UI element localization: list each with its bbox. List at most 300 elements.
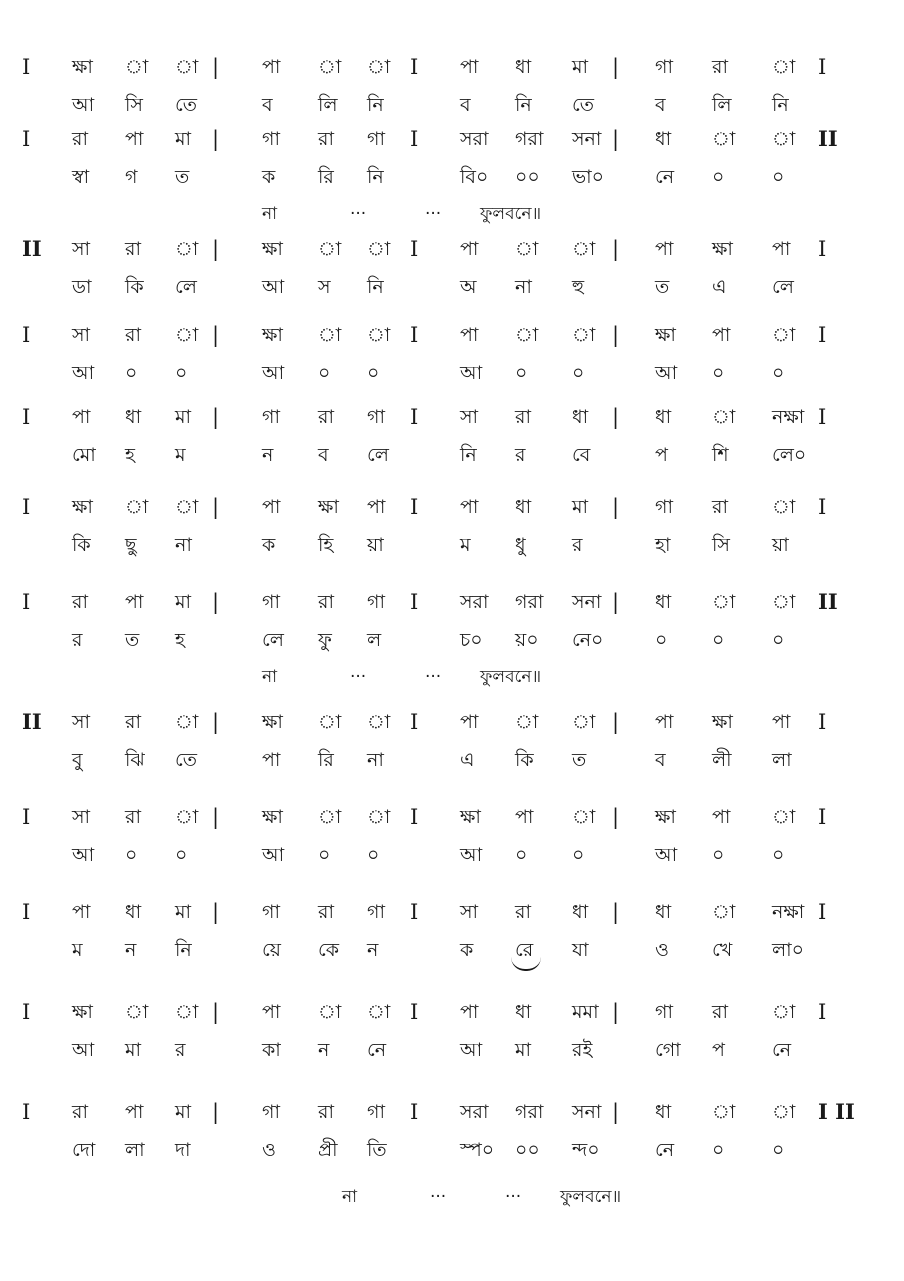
lyric-syllable: নে bbox=[655, 1139, 675, 1161]
note-symbol: া bbox=[367, 56, 391, 78]
bar-line: | bbox=[212, 900, 220, 924]
bar-line: II bbox=[22, 709, 42, 734]
notation-line bbox=[0, 318, 904, 352]
bar-line: I bbox=[410, 237, 419, 261]
lyric-syllable: স্প০ bbox=[460, 1139, 495, 1161]
refrain-word: ··· bbox=[425, 204, 442, 224]
lyric-syllable: ন bbox=[262, 444, 274, 466]
note-symbol: ক্ষা bbox=[72, 56, 93, 78]
note-symbol: গা bbox=[655, 56, 673, 78]
notation-line bbox=[0, 1095, 904, 1129]
lyric-syllable: ম bbox=[72, 939, 83, 961]
lyric-syllable: হি bbox=[318, 534, 334, 556]
note-symbol: রা bbox=[712, 1001, 728, 1023]
lyric-syllable: আ bbox=[460, 1039, 483, 1061]
note-symbol: পা bbox=[655, 711, 674, 733]
note-symbol: রা bbox=[318, 128, 334, 150]
lyric-syllable: ০ bbox=[515, 844, 528, 866]
refrain-word: ফুলবনে॥ bbox=[560, 1187, 622, 1207]
lyric-syllable: ০ bbox=[712, 362, 725, 384]
bar-line: I bbox=[818, 495, 827, 519]
lyric-syllable: আ bbox=[460, 844, 483, 866]
note-symbol: নক্ষা bbox=[772, 901, 805, 923]
lyric-syllable: রি bbox=[318, 749, 334, 771]
lyric-syllable: তে bbox=[175, 749, 197, 771]
note-symbol: গা bbox=[262, 901, 280, 923]
bar-line: | bbox=[212, 495, 220, 519]
lyric-syllable: প্রী bbox=[318, 1139, 338, 1161]
lyric-syllable: নে bbox=[655, 166, 675, 188]
lyric-syllable: বু bbox=[72, 749, 83, 771]
note-symbol: গা bbox=[262, 128, 280, 150]
lyric-syllable: ০ bbox=[572, 362, 585, 384]
note-symbol: সা bbox=[72, 324, 91, 346]
lyric-syllable: ০ bbox=[772, 844, 785, 866]
note-symbol: া bbox=[772, 806, 796, 828]
lyric-syllable: কি bbox=[125, 276, 144, 298]
notation-line bbox=[0, 585, 904, 619]
lyric-syllable: ০ bbox=[367, 362, 380, 384]
lyric-syllable: মো bbox=[72, 444, 96, 466]
lyric-syllable: ০ bbox=[367, 844, 380, 866]
note-symbol: া bbox=[772, 128, 796, 150]
lyric-syllable: যা bbox=[572, 939, 589, 961]
note-symbol: া bbox=[367, 324, 391, 346]
bar-line: | bbox=[612, 323, 620, 347]
note-symbol: পা bbox=[655, 238, 674, 260]
lyric-syllable: রে bbox=[515, 939, 534, 961]
note-symbol: রা bbox=[318, 406, 334, 428]
lyric-syllable: রই bbox=[572, 1039, 593, 1061]
refrain-line bbox=[0, 1180, 904, 1214]
lyric-syllable: য়০ bbox=[515, 629, 539, 651]
lyric-syllable: নি bbox=[367, 166, 384, 188]
note-symbol: ক্ষা bbox=[712, 238, 733, 260]
bar-line: I bbox=[22, 1100, 31, 1124]
note-symbol: মা bbox=[175, 406, 192, 428]
note-symbol: ধা bbox=[515, 496, 532, 518]
lyric-syllable: লী bbox=[712, 749, 732, 771]
lyric-syllable: হ bbox=[125, 444, 135, 466]
lyric-syllable: ম bbox=[460, 534, 471, 556]
lyric-syllable: ত bbox=[125, 629, 140, 651]
note-symbol: া bbox=[175, 496, 199, 518]
note-symbol: ধা bbox=[655, 901, 672, 923]
notation-line bbox=[0, 490, 904, 524]
note-symbol: পা bbox=[125, 591, 144, 613]
bar-line: I bbox=[410, 1000, 419, 1024]
bar-line: I bbox=[410, 323, 419, 347]
bar-line: I bbox=[22, 127, 31, 151]
lyric-syllable: ব bbox=[318, 444, 329, 466]
bar-line: | bbox=[612, 55, 620, 79]
bar-line: | bbox=[612, 405, 620, 429]
lyric-syllable: লে bbox=[367, 444, 389, 466]
note-symbol: রা bbox=[515, 901, 531, 923]
note-symbol: গরা bbox=[515, 128, 544, 150]
refrain-word: ফুলবনে॥ bbox=[480, 204, 542, 224]
lyric-syllable: ০ bbox=[712, 1139, 725, 1161]
note-symbol: া bbox=[367, 1001, 391, 1023]
lyric-syllable: ফু bbox=[318, 629, 332, 651]
bar-line: | bbox=[212, 405, 220, 429]
lyric-syllable: শি bbox=[712, 444, 729, 466]
lyric-syllable: আ bbox=[655, 844, 678, 866]
bar-line: I bbox=[22, 323, 31, 347]
lyric-syllable: নে bbox=[367, 1039, 387, 1061]
note-symbol: পা bbox=[772, 711, 791, 733]
lyric-syllable: ত bbox=[175, 166, 190, 188]
lyric-syllable: কে bbox=[318, 939, 340, 961]
bar-line: I bbox=[818, 55, 827, 79]
bar-line: I bbox=[22, 55, 31, 79]
refrain-word: ফুলবনে॥ bbox=[480, 667, 542, 687]
note-symbol: গা bbox=[367, 901, 385, 923]
note-symbol: ধা bbox=[655, 1101, 672, 1123]
lyric-syllable: বি০ bbox=[460, 166, 489, 188]
lyric-syllable: ন bbox=[125, 939, 137, 961]
lyric-syllable: আ bbox=[72, 362, 95, 384]
note-symbol: া bbox=[712, 901, 736, 923]
note-symbol: পা bbox=[460, 496, 479, 518]
note-symbol: গা bbox=[367, 591, 385, 613]
notation-line bbox=[0, 705, 904, 739]
bar-line: | bbox=[612, 590, 620, 614]
lyric-syllable: ০ bbox=[318, 362, 331, 384]
note-symbol: ক্ষা bbox=[262, 806, 283, 828]
refrain-word: ··· bbox=[425, 667, 442, 687]
note-symbol: সরা bbox=[460, 1101, 489, 1123]
lyric-syllable: আ bbox=[72, 94, 95, 116]
lyric-syllable: চ০ bbox=[460, 629, 483, 651]
note-symbol: পা bbox=[460, 56, 479, 78]
note-symbol: া bbox=[772, 1101, 796, 1123]
lyric-syllable: ক bbox=[262, 534, 276, 556]
note-symbol: ক্ষা bbox=[262, 324, 283, 346]
lyric-syllable: ত bbox=[655, 276, 670, 298]
lyric-syllable: ক bbox=[262, 166, 276, 188]
lyric-syllable: খে bbox=[712, 939, 733, 961]
lyric-syllable: ম bbox=[175, 444, 186, 466]
bar-line: I bbox=[818, 323, 827, 347]
lyric-syllable: ক bbox=[460, 939, 474, 961]
lyric-syllable: এ bbox=[712, 276, 727, 298]
refrain-word: না bbox=[262, 204, 278, 224]
lyric-syllable: প bbox=[655, 444, 668, 466]
note-symbol: া bbox=[712, 128, 736, 150]
lyric-syllable: ০ bbox=[772, 1139, 785, 1161]
note-symbol: গরা bbox=[515, 1101, 544, 1123]
lyric-syllable: ব bbox=[262, 94, 273, 116]
note-symbol: া bbox=[515, 238, 539, 260]
lyric-syllable: ০ bbox=[712, 844, 725, 866]
lyric-syllable: আ bbox=[655, 362, 678, 384]
lyric-syllable: র bbox=[72, 629, 83, 651]
note-symbol: া bbox=[772, 591, 796, 613]
lyric-syllable: না bbox=[175, 534, 192, 556]
lyric-syllable: য়া bbox=[367, 534, 384, 556]
bar-line: I bbox=[410, 710, 419, 734]
note-symbol: সা bbox=[72, 238, 91, 260]
note-symbol: পা bbox=[72, 406, 91, 428]
bar-line: II bbox=[818, 126, 838, 151]
bar-line: II bbox=[818, 589, 838, 614]
lyric-syllable: র bbox=[515, 444, 526, 466]
lyric-line bbox=[0, 838, 904, 872]
note-symbol: গা bbox=[367, 406, 385, 428]
note-symbol: নক্ষা bbox=[772, 406, 805, 428]
note-symbol: রা bbox=[125, 711, 141, 733]
bar-line: I bbox=[22, 405, 31, 429]
note-symbol: সনা bbox=[572, 1101, 602, 1123]
lyric-syllable: সি bbox=[712, 534, 730, 556]
lyric-syllable: র bbox=[572, 534, 583, 556]
note-symbol: া bbox=[175, 711, 199, 733]
lyric-syllable: ন bbox=[367, 939, 379, 961]
lyric-syllable: ঝি bbox=[125, 749, 145, 771]
note-symbol: পা bbox=[460, 711, 479, 733]
notation-line bbox=[0, 400, 904, 434]
note-symbol: মা bbox=[175, 128, 192, 150]
lyric-syllable: ব bbox=[655, 94, 666, 116]
note-symbol: সরা bbox=[460, 128, 489, 150]
bar-line: I bbox=[410, 495, 419, 519]
lyric-syllable: গ bbox=[125, 166, 138, 188]
lyric-syllable: দো bbox=[72, 1139, 96, 1161]
note-symbol: া bbox=[712, 591, 736, 613]
lyric-syllable: নি bbox=[772, 94, 789, 116]
note-symbol: ধা bbox=[515, 1001, 532, 1023]
lyric-syllable: লি bbox=[318, 94, 338, 116]
lyric-syllable: ন bbox=[318, 1039, 330, 1061]
note-symbol: ক্ষা bbox=[655, 806, 676, 828]
lyric-line bbox=[0, 88, 904, 122]
lyric-syllable: নি bbox=[460, 444, 477, 466]
note-symbol: ধা bbox=[572, 901, 589, 923]
lyric-syllable: ডা bbox=[72, 276, 92, 298]
bar-line: I bbox=[410, 1100, 419, 1124]
lyric-syllable: ০ bbox=[772, 629, 785, 651]
lyric-line bbox=[0, 623, 904, 657]
lyric-syllable: নি bbox=[175, 939, 192, 961]
bar-line: | bbox=[612, 805, 620, 829]
lyric-line bbox=[0, 438, 904, 472]
lyric-syllable: কি bbox=[515, 749, 534, 771]
note-symbol: গা bbox=[367, 128, 385, 150]
bar-line: I II bbox=[818, 1099, 855, 1124]
lyric-syllable: আ bbox=[460, 362, 483, 384]
lyric-syllable: লা০ bbox=[772, 939, 805, 961]
note-symbol: পা bbox=[125, 1101, 144, 1123]
lyric-syllable: ০ bbox=[712, 166, 725, 188]
note-symbol: া bbox=[772, 56, 796, 78]
note-symbol: া bbox=[175, 806, 199, 828]
note-symbol: ক্ষা bbox=[72, 1001, 93, 1023]
note-symbol: ক্ষা bbox=[712, 711, 733, 733]
lyric-syllable: মা bbox=[515, 1039, 532, 1061]
bar-line: I bbox=[818, 405, 827, 429]
note-symbol: গা bbox=[655, 496, 673, 518]
lyric-syllable: বে bbox=[572, 444, 591, 466]
notation-line bbox=[0, 800, 904, 834]
note-symbol: রা bbox=[318, 901, 334, 923]
bar-line: | bbox=[612, 900, 620, 924]
bar-line: | bbox=[212, 237, 220, 261]
notation-line bbox=[0, 50, 904, 84]
note-symbol: পা bbox=[125, 128, 144, 150]
lyric-line bbox=[0, 1133, 904, 1167]
bar-line: I bbox=[410, 590, 419, 614]
bar-line: I bbox=[22, 805, 31, 829]
note-symbol: ক্ষা bbox=[318, 496, 339, 518]
bar-line: II bbox=[22, 236, 42, 261]
lyric-syllable: ০০ bbox=[515, 166, 540, 188]
refrain-word: ··· bbox=[350, 667, 367, 687]
note-symbol: পা bbox=[772, 238, 791, 260]
lyric-syllable: ০ bbox=[772, 166, 785, 188]
notation-line bbox=[0, 995, 904, 1029]
lyric-syllable: স্বা bbox=[72, 166, 90, 188]
slur-mark bbox=[511, 957, 541, 971]
note-symbol: া bbox=[367, 711, 391, 733]
note-symbol: া bbox=[125, 56, 149, 78]
lyric-syllable: লা bbox=[772, 749, 792, 771]
lyric-syllable: নি bbox=[367, 94, 384, 116]
lyric-line bbox=[0, 356, 904, 390]
lyric-line bbox=[0, 160, 904, 194]
note-symbol: সনা bbox=[572, 128, 602, 150]
lyric-syllable: নে bbox=[772, 1039, 792, 1061]
lyric-syllable: য়া bbox=[772, 534, 789, 556]
lyric-syllable: ছু bbox=[125, 534, 137, 556]
lyric-syllable: ০ bbox=[772, 362, 785, 384]
note-symbol: সা bbox=[72, 711, 91, 733]
note-symbol: পা bbox=[262, 1001, 281, 1023]
note-symbol: ধা bbox=[125, 406, 142, 428]
bar-line: | bbox=[612, 127, 620, 151]
note-symbol: ক্ষা bbox=[655, 324, 676, 346]
note-symbol: া bbox=[572, 238, 596, 260]
bar-line: | bbox=[212, 590, 220, 614]
note-symbol: রা bbox=[318, 591, 334, 613]
note-symbol: া bbox=[712, 406, 736, 428]
note-symbol: মা bbox=[175, 591, 192, 613]
lyric-syllable: রি bbox=[318, 166, 334, 188]
note-symbol: া bbox=[772, 1001, 796, 1023]
lyric-syllable: আ bbox=[72, 844, 95, 866]
bar-line: I bbox=[22, 1000, 31, 1024]
bar-line: I bbox=[410, 127, 419, 151]
notation-line bbox=[0, 895, 904, 929]
lyric-syllable: ০ bbox=[125, 362, 138, 384]
bar-line: I bbox=[22, 590, 31, 614]
note-symbol: া bbox=[572, 324, 596, 346]
lyric-syllable: গো bbox=[655, 1039, 681, 1061]
lyric-syllable: র bbox=[175, 1039, 186, 1061]
bar-line: I bbox=[22, 495, 31, 519]
note-symbol: পা bbox=[262, 56, 281, 78]
bar-line: | bbox=[612, 1000, 620, 1024]
lyric-syllable: আ bbox=[72, 1039, 95, 1061]
note-symbol: পা bbox=[262, 496, 281, 518]
note-symbol: া bbox=[572, 711, 596, 733]
lyric-syllable: কি bbox=[72, 534, 91, 556]
lyric-line bbox=[0, 743, 904, 777]
lyric-syllable: ত bbox=[572, 749, 587, 771]
note-symbol: া bbox=[712, 1101, 736, 1123]
note-symbol: পা bbox=[367, 496, 386, 518]
refrain-word: না bbox=[262, 667, 278, 687]
note-symbol: গা bbox=[262, 406, 280, 428]
note-symbol: সা bbox=[72, 806, 91, 828]
lyric-syllable: মা bbox=[125, 1039, 142, 1061]
lyric-syllable: লে bbox=[772, 276, 794, 298]
note-symbol: রা bbox=[125, 806, 141, 828]
refrain-word: ··· bbox=[350, 204, 367, 224]
bar-line: I bbox=[818, 805, 827, 829]
note-symbol: রা bbox=[712, 56, 728, 78]
lyric-syllable: ০ bbox=[712, 629, 725, 651]
note-symbol: রা bbox=[72, 591, 88, 613]
note-symbol: পা bbox=[460, 324, 479, 346]
note-symbol: ক্ষা bbox=[460, 806, 481, 828]
note-symbol: রা bbox=[72, 128, 88, 150]
lyric-line bbox=[0, 270, 904, 304]
note-symbol: ক্ষা bbox=[262, 711, 283, 733]
note-symbol: ধা bbox=[515, 56, 532, 78]
note-symbol: া bbox=[318, 1001, 342, 1023]
lyric-syllable: তে bbox=[572, 94, 594, 116]
lyric-syllable: লে০ bbox=[772, 444, 807, 466]
lyric-syllable: আ bbox=[262, 362, 285, 384]
lyric-syllable: পা bbox=[262, 749, 281, 771]
lyric-syllable: হু bbox=[572, 276, 585, 298]
bar-line: I bbox=[410, 900, 419, 924]
lyric-syllable: অ bbox=[460, 276, 477, 298]
lyric-line bbox=[0, 1033, 904, 1067]
note-symbol: রা bbox=[72, 1101, 88, 1123]
lyric-syllable: ব bbox=[655, 749, 666, 771]
note-symbol: মা bbox=[572, 56, 589, 78]
bar-line: | bbox=[212, 1100, 220, 1124]
bar-line: | bbox=[612, 710, 620, 734]
lyric-syllable: লে bbox=[175, 276, 197, 298]
lyric-syllable: ধু bbox=[515, 534, 526, 556]
lyric-syllable: নি bbox=[515, 94, 532, 116]
lyric-syllable: ও bbox=[655, 939, 669, 961]
note-symbol: সরা bbox=[460, 591, 489, 613]
bar-line: | bbox=[212, 805, 220, 829]
note-symbol: া bbox=[772, 496, 796, 518]
note-symbol: গা bbox=[262, 591, 280, 613]
bar-line: | bbox=[212, 1000, 220, 1024]
bar-line: I bbox=[22, 900, 31, 924]
refrain-word: ··· bbox=[505, 1187, 522, 1207]
lyric-syllable: ০ bbox=[572, 844, 585, 866]
bar-line: I bbox=[410, 805, 419, 829]
bar-line: | bbox=[212, 710, 220, 734]
note-symbol: ক্ষা bbox=[72, 496, 93, 518]
note-symbol: সনা bbox=[572, 591, 602, 613]
note-symbol: পা bbox=[712, 806, 731, 828]
note-symbol: ক্ষা bbox=[262, 238, 283, 260]
lyric-syllable: আ bbox=[262, 276, 285, 298]
bar-line: | bbox=[612, 1100, 620, 1124]
lyric-syllable: ০ bbox=[125, 844, 138, 866]
lyric-syllable: ০ bbox=[318, 844, 331, 866]
lyric-syllable: য়ে bbox=[262, 939, 281, 961]
note-symbol: া bbox=[318, 324, 342, 346]
